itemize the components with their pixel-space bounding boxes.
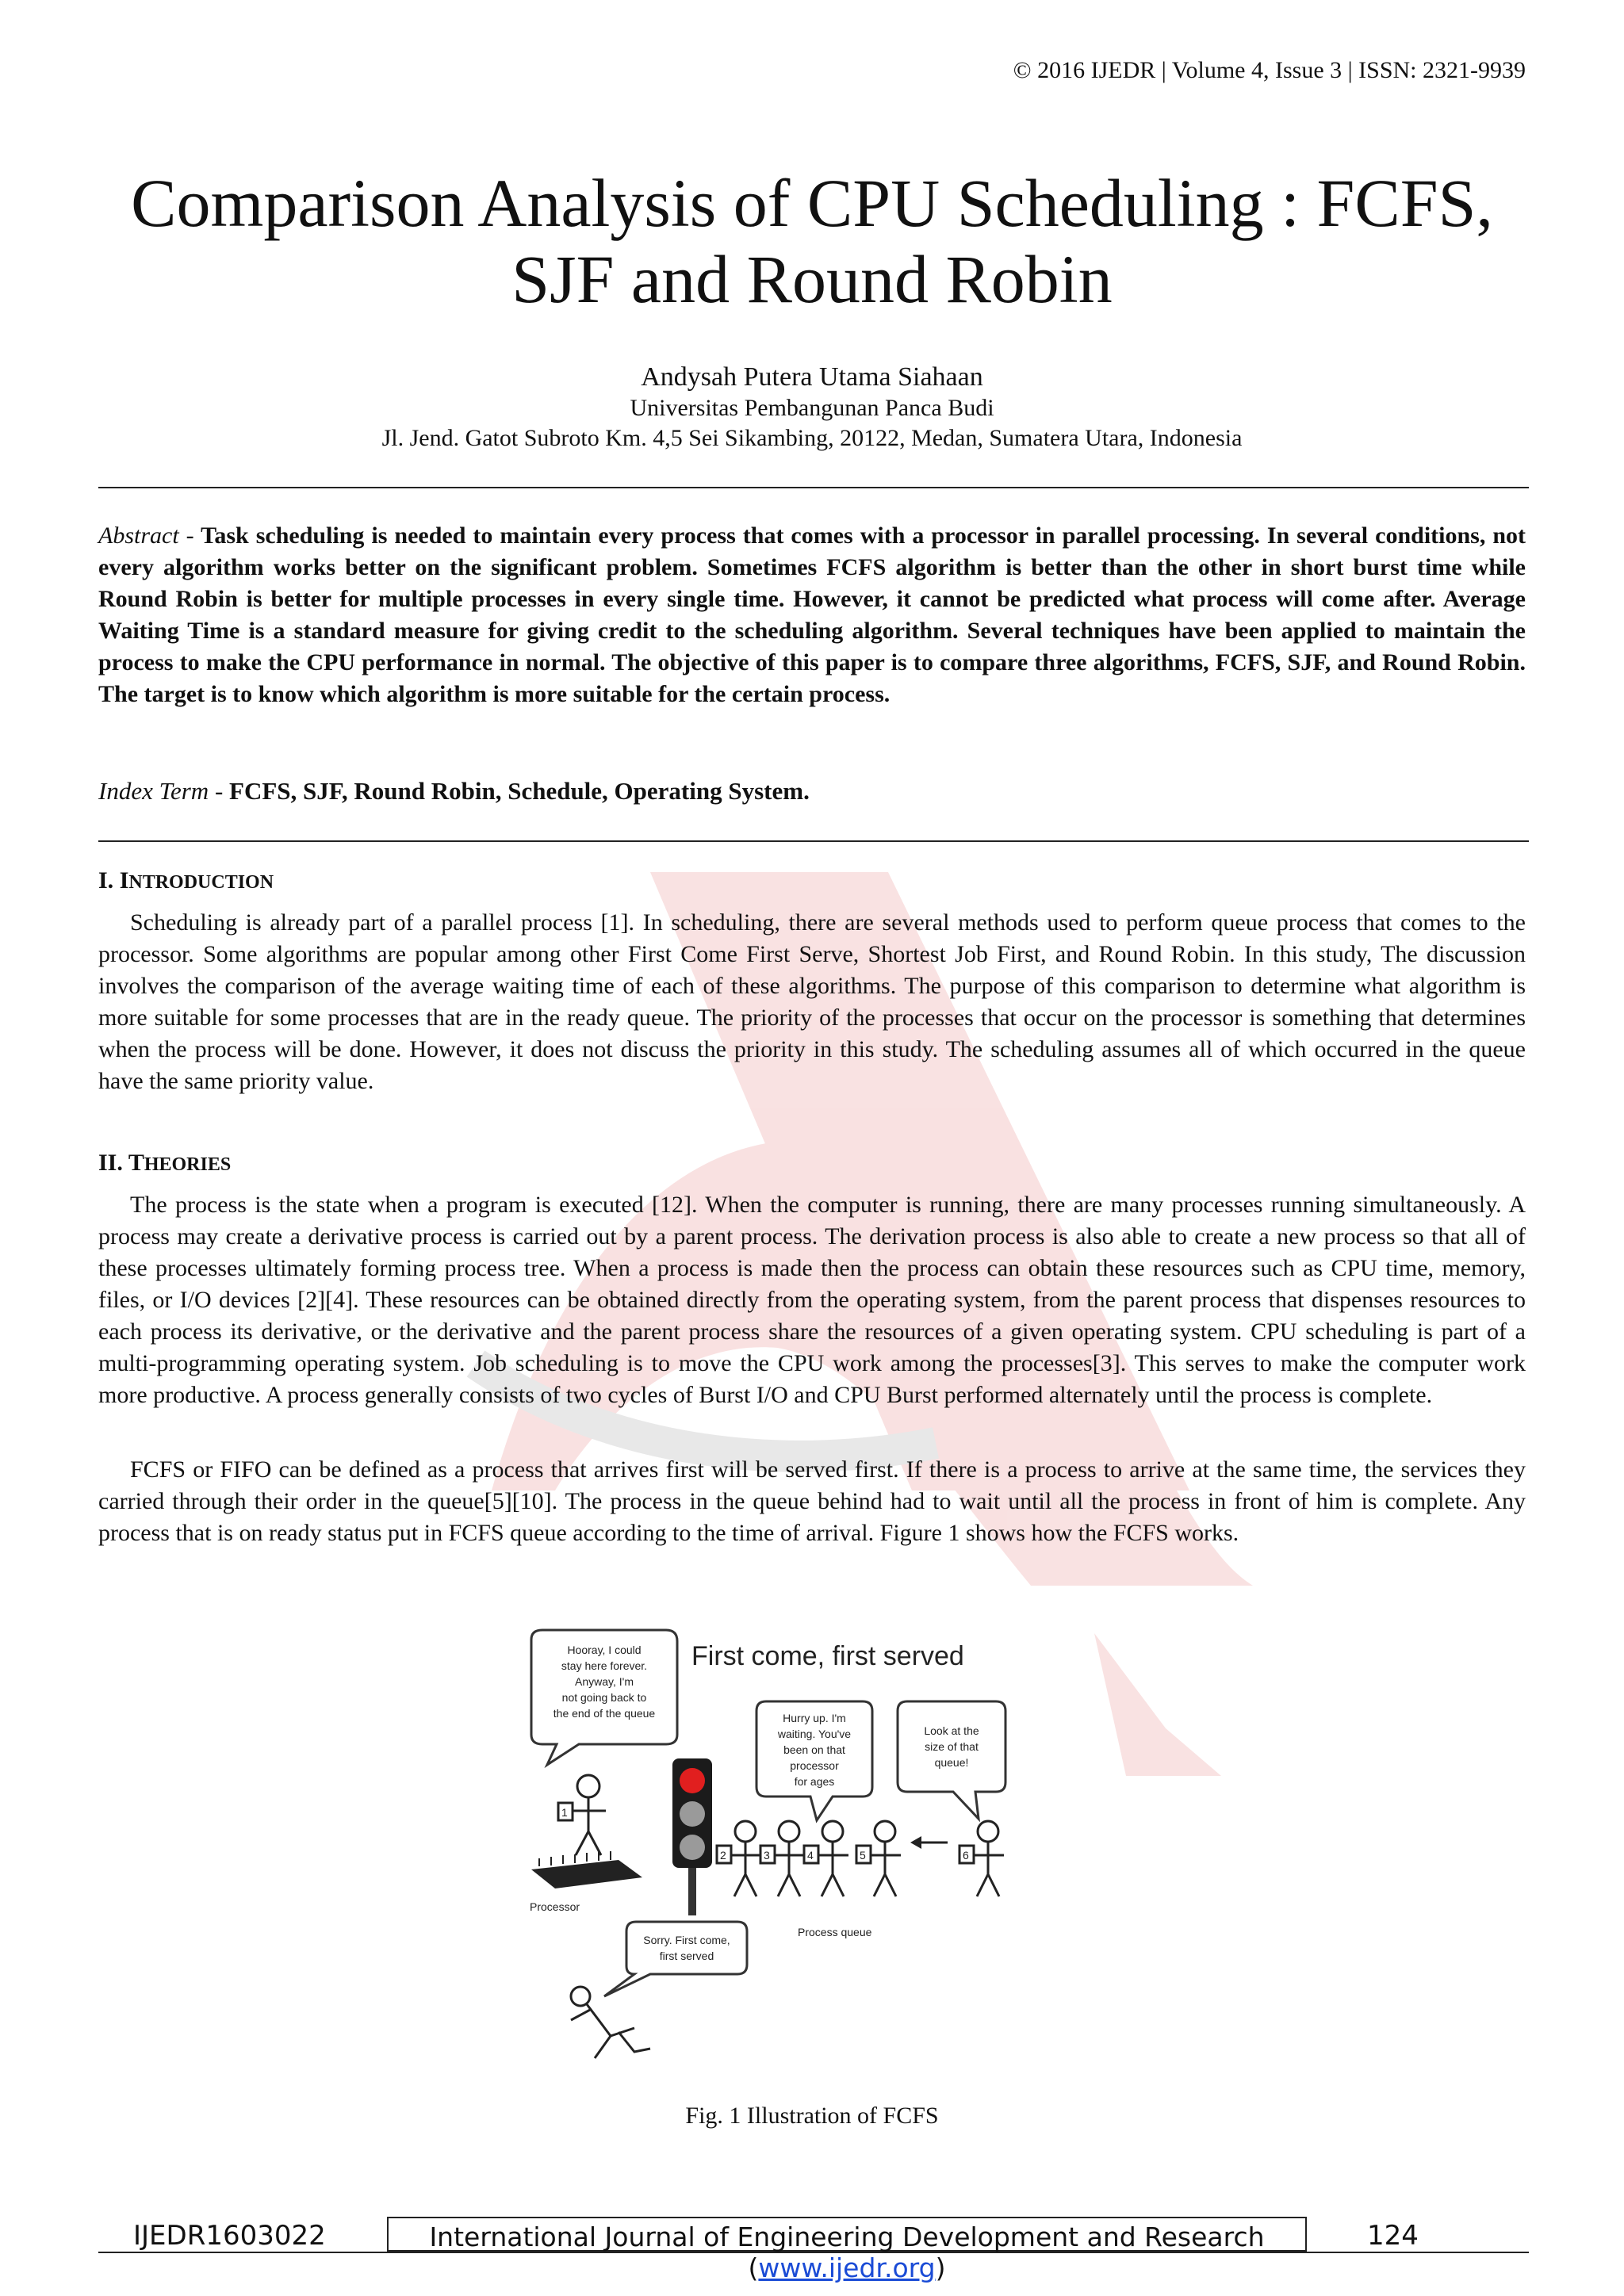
svg-text:Hooray, I could: Hooray, I could: [567, 1644, 642, 1656]
svg-text:queue!: queue!: [934, 1756, 969, 1769]
figure-caption: Fig. 1 Illustration of FCFS: [685, 2103, 939, 2129]
figure-heading: First come, first served: [691, 1641, 964, 1671]
svg-text:Sorry. First come,: Sorry. First come,: [643, 1934, 730, 1946]
index-term-text: FCFS, SJF, Round Robin, Schedule, Operating System.: [229, 777, 810, 805]
abstract: [98, 520, 1526, 710]
author-address: Jl. Jend. Gatot Subroto Km. 4,5 Sei Sikambing, 20122, Medan, Sumatera Utara, Indonesia: [381, 425, 1243, 451]
theories-paragraph-2: FCFS or FIFO can be defined as a process that arrives first will be served first. If there is a process to arrive at the same time, the services they carried through their order in the queue[5][10]. The process in the queue behind had to wait until all the process in front of him is complete. Any process that is on ready status put in FCFS queue according to the time of arrival. Figure 1 shows how the FCFS works.: [98, 1456, 1526, 1546]
traffic-light-icon: [672, 1758, 712, 1915]
divider-top: [98, 487, 1529, 488]
reclining-figure: [571, 1987, 650, 2058]
svg-text:for ages: for ages: [794, 1775, 835, 1788]
journal-header: © 2016 IJEDR | Volume 4, Issue 3 | ISSN: 2321-9939: [1013, 57, 1526, 83]
fcfs-illustration: [515, 1624, 1110, 2068]
journal-website-link[interactable]: www.ijedr.org: [758, 2252, 936, 2283]
svg-text:5: 5: [860, 1849, 866, 1862]
processor-chip-icon: [531, 1851, 642, 1888]
svg-text:first served: first served: [659, 1950, 714, 1962]
index-term-label: Index Term -: [98, 777, 224, 805]
svg-text:the end of the queue: the end of the queue: [553, 1707, 656, 1720]
svg-text:not going back to: not going back to: [561, 1691, 647, 1704]
arrow-left-icon: [910, 1836, 948, 1849]
page-footer: [98, 2217, 1529, 2283]
svg-text:2: 2: [720, 1849, 726, 1862]
divider-bottom: [98, 840, 1529, 842]
index-terms: [98, 777, 1526, 806]
svg-text:been on that: been on that: [783, 1743, 845, 1756]
intro-paragraph: Scheduling is already part of a parallel process [1]. In scheduling, there are several methods used to perform queue process that comes to the processor. Some algorithms are popular among other First Come First Serve, Shortest Job First, and Round Robin. In this study, The discussion involves the comparison of the average waiting time of each of these algorithms. The purpose of this comparison to determine what algorithm is more suitable for some processes that are in the ready queue. The priority of the processes that occur on the processor is something that determines when the process will be done. However, it does not discuss the priority in this study. The scheduling assumes all of which occurred in the queue have the same priority value.: [98, 909, 1526, 1094]
journal-name-box: International Journal of Engineering Development and Research (www.ijedr.org): [387, 2217, 1307, 2252]
author-name: Andysah Putera Utama Siahaan: [641, 362, 983, 392]
title-line-1: Comparison Analysis of CPU Scheduling : FCFS,: [131, 165, 1493, 241]
svg-text:stay here forever.: stay here forever.: [561, 1659, 648, 1672]
svg-text:processor: processor: [790, 1759, 839, 1772]
author-block: [127, 362, 1497, 453]
svg-text:3: 3: [764, 1849, 770, 1862]
svg-text:Hurry up. I'm: Hurry up. I'm: [783, 1712, 846, 1724]
section-heading-introduction: I. INTRODUCTION: [98, 867, 274, 894]
svg-text:waiting. You've: waiting. You've: [777, 1728, 852, 1740]
processor-label: Processor: [530, 1900, 580, 1913]
page-number: 124: [1367, 2220, 1419, 2252]
paper-code: IJEDR1603022: [133, 2220, 326, 2252]
svg-text:Look at the: Look at the: [924, 1724, 979, 1737]
theories-paragraph-1: The process is the state when a program is executed [12]. When the computer is running, there are many processes running simultaneously. A process may create a derivative process is carried out by a parent process. The derivation process is also able to create a new process so that all of these processes ultimately forming process tree. When a process is made then the process can obtain these resources such as CPU time, memory, files, or I/O devices [2][4]. These resources can be obtained directly from the operating system, from the parent process that dispenses resources to each process its derivative, or the derivative and the parent process share the resources of a given operating system. CPU scheduling is part of a multi-programming operating system. Job scheduling is to move the CPU work among the processes[3]. This serves to make the computer work more productive. A process generally consists of two cycles of Burst I/O and CPU Burst performed alternately until the process is complete.: [98, 1192, 1526, 1408]
abstract-label: Abstract -: [98, 522, 194, 549]
svg-text:1: 1: [561, 1806, 568, 1819]
svg-text:4: 4: [807, 1849, 814, 1862]
svg-text:Anyway, I'm: Anyway, I'm: [575, 1675, 634, 1688]
process-queue-label: Process queue: [798, 1926, 872, 1938]
author-affiliation: Universitas Pembangunan Panca Budi: [630, 395, 994, 421]
svg-text:6: 6: [963, 1849, 969, 1862]
svg-text:size of that: size of that: [925, 1740, 979, 1753]
abstract-text: Task scheduling is needed to maintain every process that comes with a processor in parallel processing. In several conditions, not every algorithm works better on the significant problem. Sometimes FCFS algorithm is better than the other in short burst time while Round Robin is better for multiple processes in every single time. However, it cannot be predicted what process will come after. Average Waiting Time is a standard measure for giving credit to the scheduling algorithm. Several techniques have been applied to maintain the process to make the CPU performance in normal. The objective of this paper is to compare three algorithms, FCFS, SJF, and Round Robin. The target is to know which algorithm is more suitable for the certain process.: [98, 522, 1526, 707]
title-line-2: SJF and Round Robin: [511, 241, 1113, 317]
paper-title: [127, 165, 1497, 317]
section-heading-theories: II. THEORIES: [98, 1150, 232, 1176]
